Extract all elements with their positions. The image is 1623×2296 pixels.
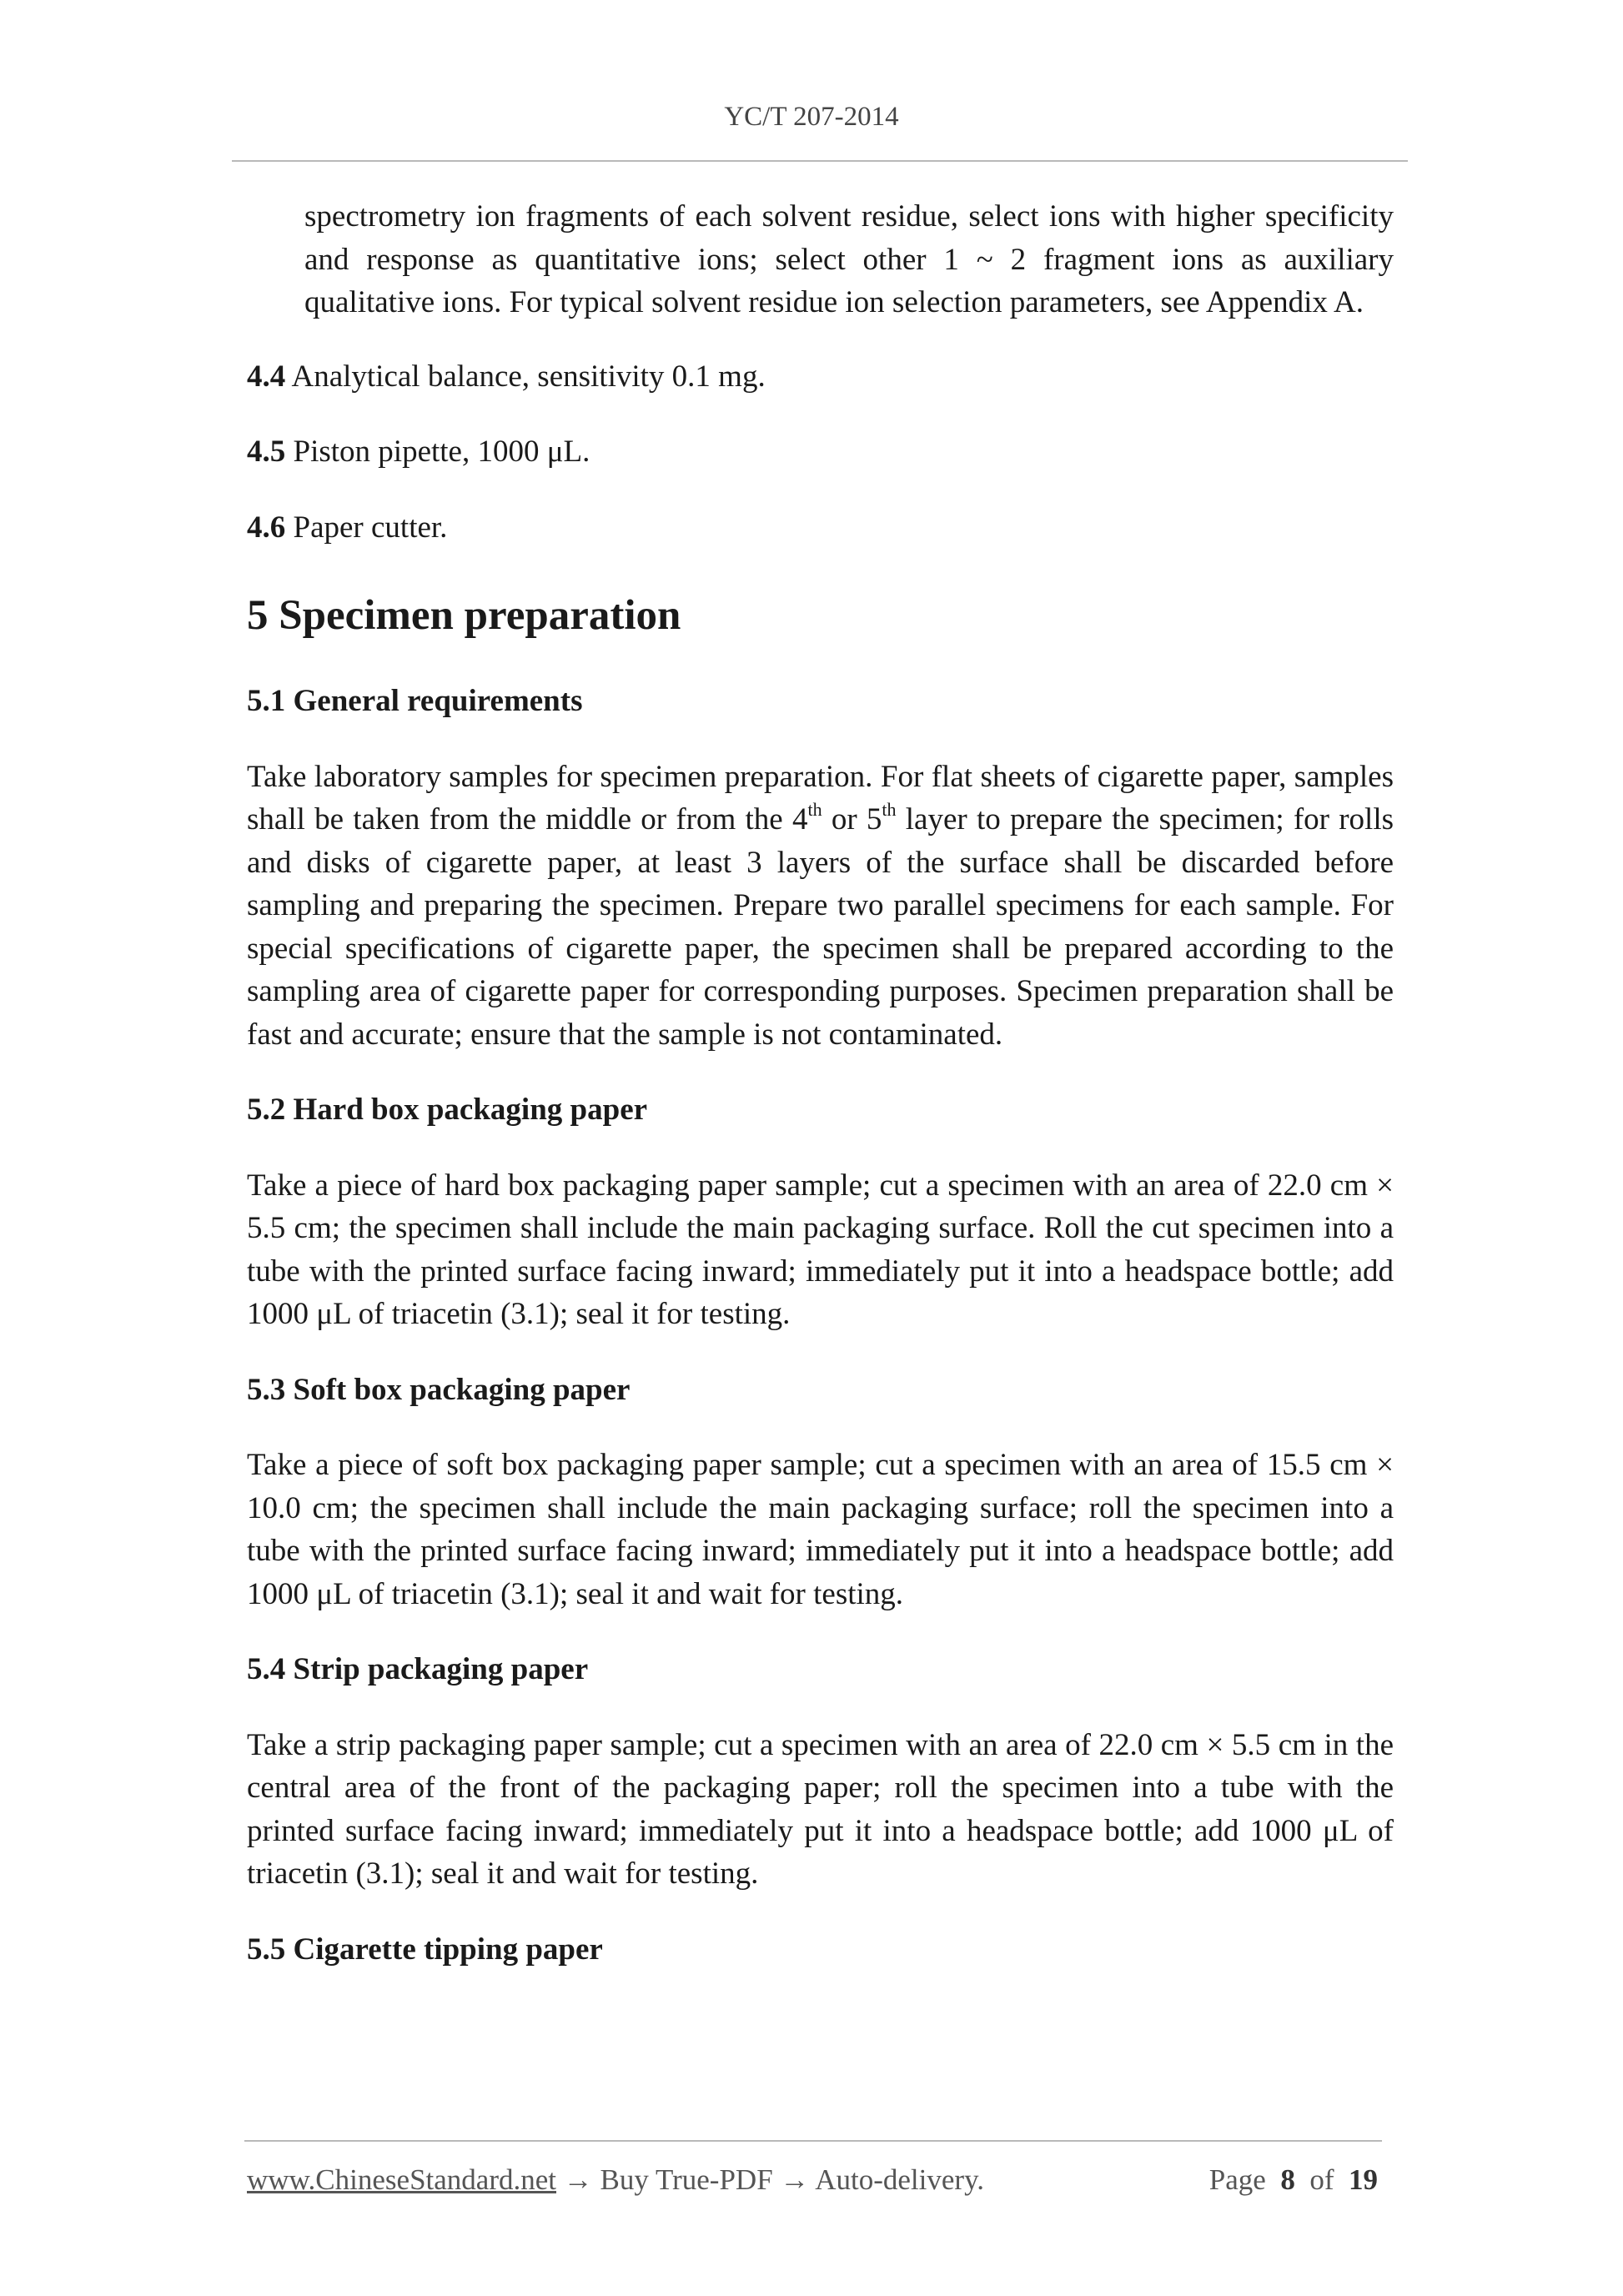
item-text: Piston pipette, 1000 μL. xyxy=(293,435,590,469)
heading-5-1: 5.1 General requirements xyxy=(247,684,583,718)
item-text: Paper cutter. xyxy=(293,510,448,545)
item-number: 4.5 xyxy=(247,435,286,469)
page-header xyxy=(0,102,1623,133)
delivery-text: → Auto-delivery. xyxy=(780,2163,985,2196)
item-number: 4.6 xyxy=(247,510,286,545)
footer-divider xyxy=(244,2140,1382,2142)
footer-promo xyxy=(247,2163,984,2197)
superscript: th xyxy=(807,799,822,820)
buy-text: → Buy True-PDF xyxy=(556,2163,781,2196)
item-4-6 xyxy=(247,506,1394,550)
item-4-5 xyxy=(247,430,1394,474)
heading-5-2: 5.2 Hard box packaging paper xyxy=(247,1093,648,1127)
document-id: YC/T 207-2014 xyxy=(724,102,899,132)
paragraph-5-4: Take a strip packaging paper sample; cut a specimen with an area of 22.0 cm × 5.5 cm in the central area of the front of the packaging paper; roll the specimen into a tube with the printed surface facing inward; immediately put it into a headspace bottle; add 1000 μL of triacetin (3.1); seal it and wait for testing. xyxy=(247,1727,1394,1891)
page-body xyxy=(247,195,1394,1971)
heading-5-4: 5.4 Strip packaging paper xyxy=(247,1652,589,1686)
header-divider xyxy=(232,160,1408,162)
page-counter: Page 8 of 19 xyxy=(1208,2163,1378,2196)
site-link[interactable]: www.ChineseStandard.net xyxy=(247,2163,556,2196)
item-number: 4.4 xyxy=(247,359,286,394)
section-title: 5 Specimen preparation xyxy=(247,592,681,639)
paragraph-5-3: Take a piece of soft box packaging paper sample; cut a specimen with an area of 15.5 cm × 10.0 cm; the specimen shall include the main packaging surface; roll the specimen into a tube with the printed surface facing inward; immediately put it into a headspace bottle; add 1000 μL of triacetin (3.1); seal it and wait for testing. xyxy=(247,1448,1394,1611)
page-total: 19 xyxy=(1349,2163,1378,2196)
continued-paragraph: spectrometry ion fragments of each solvent residue, select ions with higher specificity and response as quantitative ions; select other 1 ~ 2 fragment ions as auxiliary qualitative ions. For typical solvent residue ion selection parameters, see Appendix A. xyxy=(304,199,1394,319)
page-number: 8 xyxy=(1280,2163,1295,2196)
item-4-4 xyxy=(247,355,1394,399)
paragraph-5-2: Take a piece of hard box packaging paper sample; cut a specimen with an area of 22.0 cm × 5.5 cm; the specimen shall include the main packaging surface. Roll the cut specimen into a tube with the printed surface facing inward; immediately put it into a headspace bottle; add 1000 μL of triacetin (3.1); seal it for testing. xyxy=(247,1168,1394,1331)
superscript: th xyxy=(882,799,897,820)
heading-5-5: 5.5 Cigarette tipping paper xyxy=(247,1932,603,1967)
item-text: Analytical balance, sensitivity 0.1 mg. xyxy=(291,359,766,394)
heading-5-3: 5.3 Soft box packaging paper xyxy=(247,1372,631,1407)
paragraph-5-1: Take laboratory samples for specimen preparation. For flat sheets of cigarette paper, samples shall be taken from the middle or from the 4th or 5th layer to prepare the specimen; for rolls and disks of cigarette paper, at least 3 layers of the surface shall be discarded before sampling and preparing the specimen. Prepare two parallel specimens for each sample. For special specifications of cigarette paper, the specimen shall be prepared according to the sampling area of cigarette paper for corresponding purposes. Specimen preparation shall be fast and accurate; ensure that the sample is not contaminated. xyxy=(247,759,1394,1052)
